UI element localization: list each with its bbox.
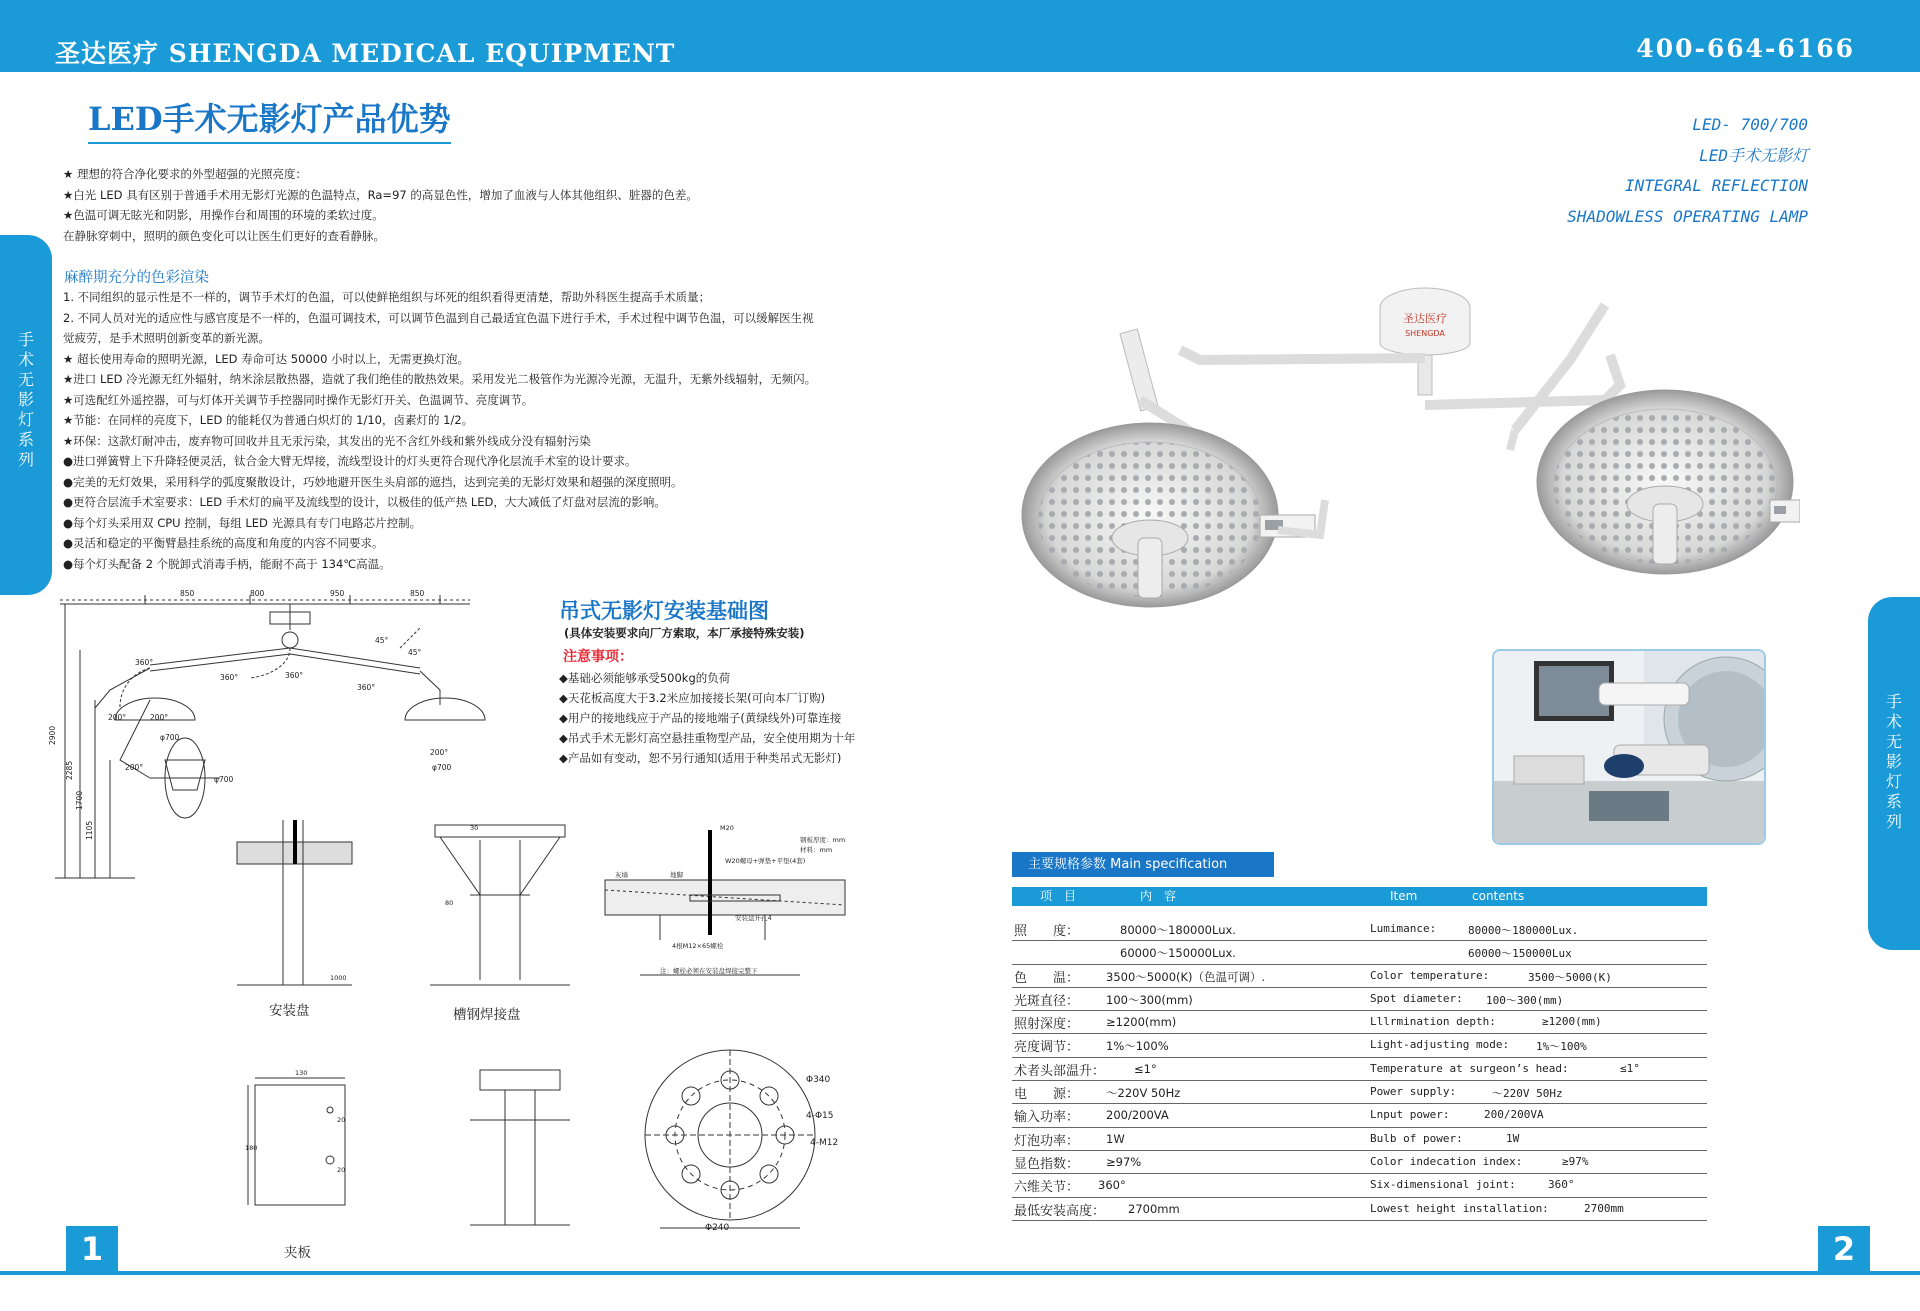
svg-text:安装盘开孔4: 安装盘开孔4 (735, 914, 772, 922)
spec-row: 输入功率： 200/200VA Lnput power: 200/200VA (1012, 1104, 1707, 1127)
svg-text:20: 20 (337, 1166, 346, 1174)
operating-room-photo (1492, 649, 1766, 845)
spec-header-item-en: Item (1390, 889, 1418, 903)
advantage-line: ★环保：这款灯耐冲击，废弃物可回收并且无汞污染，其发出的光不含红外线和紫外线成分没有辐射污染 (63, 433, 591, 448)
svg-text:Φ340: Φ340 (806, 1075, 831, 1085)
drawing-label-channel-steel: 槽钢焊接盘 (453, 1007, 521, 1023)
attention-item: ◆产品如有变动，恕不另行通知(适用于种类吊式无影灯) (559, 751, 842, 765)
spec-row: 60000～150000Lux. 60000～150000Lux (1012, 941, 1707, 964)
svg-text:φ700: φ700 (214, 775, 234, 784)
svg-text:2285: 2285 (65, 760, 74, 780)
svg-text:M20: M20 (720, 824, 734, 832)
model-name-en-2: SHADOWLESS OPERATING LAMP (1567, 206, 1808, 226)
page-number-right: 2 (1818, 1226, 1870, 1272)
svg-text:4-M12: 4-M12 (810, 1138, 839, 1148)
svg-text:130: 130 (295, 1069, 308, 1077)
installation-title: 吊式无影灯安装基础图 (559, 599, 769, 623)
svg-text:Φ240: Φ240 (705, 1223, 730, 1233)
spec-row: 灯泡功率： 1W Bulb of power: 1W (1012, 1128, 1707, 1151)
drawing-label-clamp: 夹板 (284, 1245, 311, 1261)
model-name-en-1: INTEGRAL REFLECTION (1624, 176, 1808, 195)
spec-row: 照 度： 80000～180000Lux. Lumimance: 80000～180000Lux. (1012, 918, 1707, 941)
model-name-cn: LED手术无影灯 (1699, 145, 1808, 165)
spec-row: 电 源： ～220V 50Hz Power supply: ～220V 50Hz (1012, 1081, 1707, 1104)
advantage-line: ●更符合层流手术室要求：LED 手术灯的扁平及流线型的设计，以极佳的低产热 LED，大大减低了灯盘对层流的影响。 (63, 495, 666, 509)
model-info (1567, 110, 1808, 232)
advantage-line: 2. 不同人员对光的适应性与感官度是不一样的，色温可调技术，可以调节色温到自己最适宜色温下进行手术，手术过程中调节色温，可以缓解医生视 (63, 310, 814, 325)
svg-text:180: 180 (245, 1144, 258, 1152)
spec-header-content-en: contents (1472, 889, 1525, 903)
svg-text:2900: 2900 (48, 725, 57, 745)
advantage-line: 1. 不同组织的显示性是不一样的，调节手术灯的色温，可以使鲜艳组织与坏死的组织看得更清楚，帮助外科医生提高手术质量； (63, 290, 711, 304)
svg-text:1105: 1105 (85, 820, 94, 840)
advantage-line: ★白光 LED 具有区别于普通手术用无影灯光源的色温特点，Ra=97 的高显色性，增加了血液与人体其他组织、脏器的色差。 (63, 187, 698, 202)
attention-item: ◆天花板高度大于3.2米应加接接长架(可向本厂订购) (559, 691, 826, 705)
page-number-left: 1 (66, 1226, 118, 1272)
side-tab-right: 手 术 无 影 灯 系 列 (1868, 597, 1920, 950)
spec-row: 亮度调节： 1%～100% Light-adjusting mode: 1%～100% (1012, 1034, 1707, 1057)
svg-text:φ700: φ700 (160, 733, 180, 742)
attention-heading: 注意事项： (563, 649, 633, 665)
spec-header-item: 项 目 (1040, 889, 1077, 903)
brand-name: 圣达医疗 SHENGDA MEDICAL EQUIPMENT (55, 39, 676, 68)
svg-text:灰墙: 灰墙 (615, 871, 628, 879)
svg-text:注：螺栓必须在安装盘焊接完整下: 注：螺栓必须在安装盘焊接完整下 (660, 967, 758, 975)
svg-text:45°: 45° (408, 648, 422, 657)
svg-text:200°: 200° (430, 748, 449, 757)
svg-text:30: 30 (470, 824, 479, 832)
page-title: LED手术无影灯产品优势 (88, 94, 451, 144)
svg-text:1000: 1000 (330, 974, 347, 982)
advantage-line: ●进口弹簧臂上下升降轻便灵活，钛合金大臂无焊接，流线型设计的灯头更符合现代净化层流手术室的设计要求。 (63, 454, 637, 468)
svg-text:45°: 45° (375, 636, 389, 645)
spec-row: 光斑直径： 100～300(mm) Spot diameter: 100～300(mm) (1012, 988, 1707, 1011)
product-image (1010, 280, 1800, 630)
attention-item: ◆吊式手术无影灯高空悬挂重物型产品，安全使用期为十年 (559, 731, 856, 745)
svg-text:4根M12×65螺栓: 4根M12×65螺栓 (672, 942, 724, 950)
svg-text:360°: 360° (135, 658, 154, 667)
section-subheading: 麻醉期充分的色彩渲染 (64, 270, 209, 286)
product-logo-en: SHENGDA (1405, 329, 1445, 338)
spec-row: 最低安装高度： 2700mm Lowest height installation: 2700mm (1012, 1198, 1707, 1221)
attention-item: ◆用户的接地线应于产品的接地端子(黄绿线外)可靠连接 (559, 711, 842, 725)
drawing-label-mounting-plate: 安装盘 (269, 1003, 310, 1019)
phone-number: 400-664-6166 (1636, 34, 1855, 63)
advantage-line: 在静脉穿刺中，照明的颜色变化可以让医生们更好的查看静脉。 (63, 228, 385, 243)
footer-line (0, 1271, 1920, 1275)
advantage-line: ●灵活和稳定的平衡臂悬挂系统的高度和角度的内容不同要求。 (63, 536, 384, 550)
advantage-line: ★节能：在同样的亮度下，LED 的能耗仅为普通白炽灯的 1/10，卤素灯的 1/2。 (63, 413, 474, 427)
svg-text:950: 950 (330, 589, 345, 598)
attention-item: ◆基础必须能够承受500kg的负荷 (559, 671, 731, 685)
svg-text:φ700: φ700 (432, 763, 452, 772)
advantage-line: 觉疲劳，是手术照明创新变革的新光源。 (63, 331, 270, 345)
spec-header (1012, 887, 1707, 906)
svg-text:850: 850 (410, 589, 425, 598)
svg-text:360°: 360° (220, 673, 239, 682)
svg-text:850: 850 (180, 589, 195, 598)
svg-text:200°: 200° (125, 763, 144, 772)
installation-note: (具体安装要求向厂方索取，本厂承接特殊安装) (564, 626, 805, 640)
svg-text:1700: 1700 (75, 790, 84, 810)
advantage-line: ★色温可调无眩光和阴影，用操作台和周围的环境的柔软过度。 (63, 208, 384, 222)
spec-row: 色 温： 3500～5000(K)（色温可调）. Color temperature: 3500～5000(K) (1012, 965, 1707, 988)
advantage-line: ★ 理想的符合净化要求的外型超强的光照亮度： (63, 167, 307, 181)
advantage-line: ●完美的无灯效果，采用科学的弧度聚散设计，巧妙地避开医生头肩部的遮挡，达到完美的无影灯效果和超强的深度照明。 (63, 474, 683, 489)
svg-text:W20螺母+弹垫+平垫(4套): W20螺母+弹垫+平垫(4套) (725, 857, 806, 865)
advantage-line: ●每个灯头采用双 CPU 控制，每组 LED 光源具有专门电路芯片控制。 (63, 515, 422, 530)
advantage-line: ★可选配红外遥控器，可与灯体开关调节手控器同时操作无影灯开关、色温调节、亮度调节。 (63, 392, 534, 407)
svg-text:4-Φ15: 4-Φ15 (806, 1111, 834, 1121)
spec-table (1012, 918, 1707, 1221)
spec-row: 显色指数： ≥97% Color indecation index: ≥97% (1012, 1151, 1707, 1174)
advantage-line: ★进口 LED 冷光源无红外辐射，纳米涂层散热器，造就了我们绝佳的散热效果。采用发光二极管作为光源冷光源，无温升，无紫外线辐射，无频闪。 (63, 372, 817, 386)
svg-text:200°: 200° (108, 713, 127, 722)
svg-text:360°: 360° (285, 671, 304, 680)
svg-text:材料：mm: 材料：mm (800, 846, 833, 854)
svg-text:800: 800 (250, 589, 265, 598)
spec-title: 主要规格参数 Main specification (1012, 852, 1274, 877)
svg-text:360°: 360° (357, 683, 376, 692)
svg-text:20: 20 (337, 1116, 346, 1124)
svg-text:地脚: 地脚 (670, 871, 683, 879)
product-logo: 圣达医疗 (1403, 312, 1447, 325)
advantage-line: ★ 超长使用寿命的照明光源，LED 寿命可达 50000 小时以上，无需更换灯泡。 (63, 351, 470, 366)
svg-text:钢板厚度：mm: 钢板厚度：mm (800, 836, 846, 844)
advantage-line: ●每个灯头配备 2 个脱卸式消毒手柄，能耐不高于 134℃高温。 (63, 556, 391, 571)
model-number: LED- 700/700 (1692, 115, 1808, 134)
spec-row: 六维关节： 360° Six-dimensional joint: 360° (1012, 1174, 1707, 1197)
spec-row: 术者头部温升： ≤1° Temperature at surgeon’s head: ≤1° (1012, 1058, 1707, 1081)
svg-text:80: 80 (445, 899, 454, 907)
side-tab-left: 手 术 无 影 灯 系 列 (0, 235, 52, 595)
spec-header-content: 内 容 (1140, 889, 1177, 903)
svg-text:200°: 200° (150, 713, 169, 722)
installation-drawings (0, 0, 960, 1271)
spec-row: 照射深度： ≥1200(mm) Lllrmination depth: ≥1200(mm) (1012, 1011, 1707, 1034)
